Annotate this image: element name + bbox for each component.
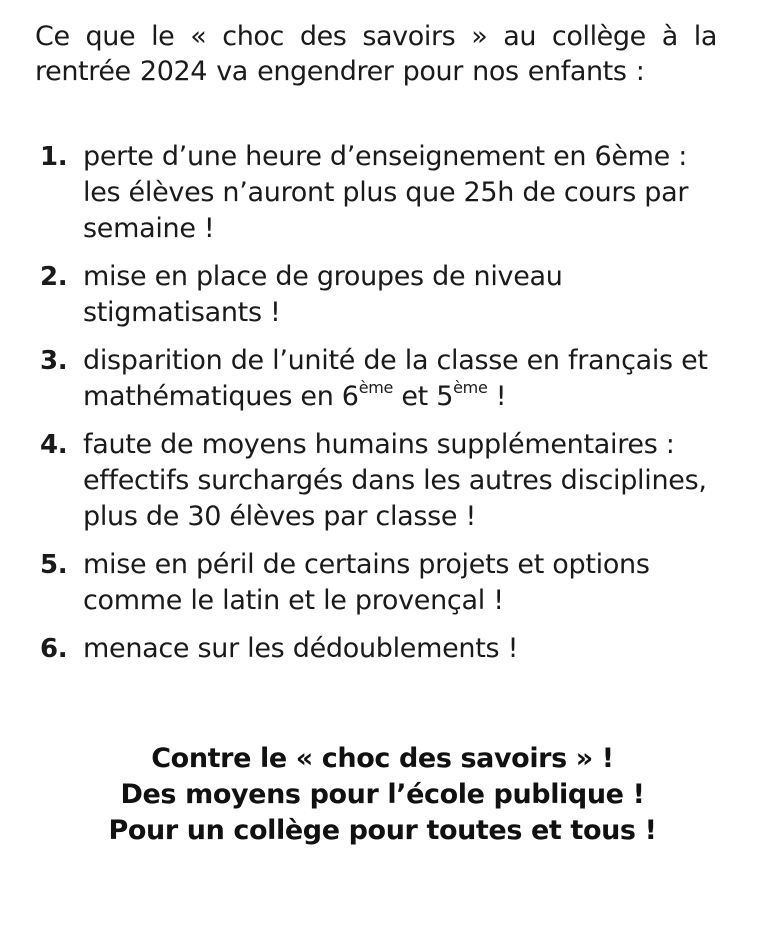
list-item-text: menace sur les dédoublements !: [83, 633, 519, 664]
list-item: [40, 547, 730, 619]
list-item: [40, 259, 730, 331]
list-item: [40, 139, 730, 247]
slogan-line: Contre le « choc des savoirs » !: [151, 743, 614, 774]
list-item-number: 6.: [40, 634, 68, 664]
list-item-number: 4.: [40, 430, 68, 460]
list-item: [40, 343, 730, 415]
list-item: [40, 631, 730, 667]
list-item-text: faute de moyens humains supplémentaires : effectifs surchargés dans les autres disciplines, plus de 30 élèves par classe !: [83, 429, 707, 532]
intro-paragraph: Ce que le « choc des savoirs » au collège à la rentrée 2024 va engendrer pour nos enfants :: [35, 21, 717, 87]
list-item-text-part: disparition de l’unité de la classe en français et mathématiques en 6: [83, 345, 708, 412]
list-item-number: 2.: [40, 262, 68, 292]
slogan-line: Des moyens pour l’école publique !: [120, 779, 645, 810]
slogans-block: [0, 741, 765, 849]
slogan-line: Pour un collège pour toutes et tous !: [108, 815, 657, 846]
superscript-ordinal: ème: [358, 378, 394, 397]
list-item-text: [83, 345, 708, 412]
list-item-number: 1.: [40, 142, 68, 172]
list-item-text-part: et 5: [393, 381, 454, 412]
list-item-text: mise en place de groupes de niveau stigmatisants !: [83, 261, 563, 328]
list-item-text-part: !: [487, 381, 507, 412]
list-item-number: 3.: [40, 346, 68, 376]
list-item-number: 5.: [40, 550, 68, 580]
consequences-list: [40, 139, 730, 667]
list-item: [40, 427, 730, 535]
list-item-text: mise en péril de certains projets et options comme le latin et le provençal !: [83, 549, 650, 616]
superscript-ordinal: ème: [453, 378, 488, 397]
list-item-text: perte d’une heure d’enseignement en 6ème : les élèves n’auront plus que 25h de cours par semaine !: [83, 141, 689, 244]
